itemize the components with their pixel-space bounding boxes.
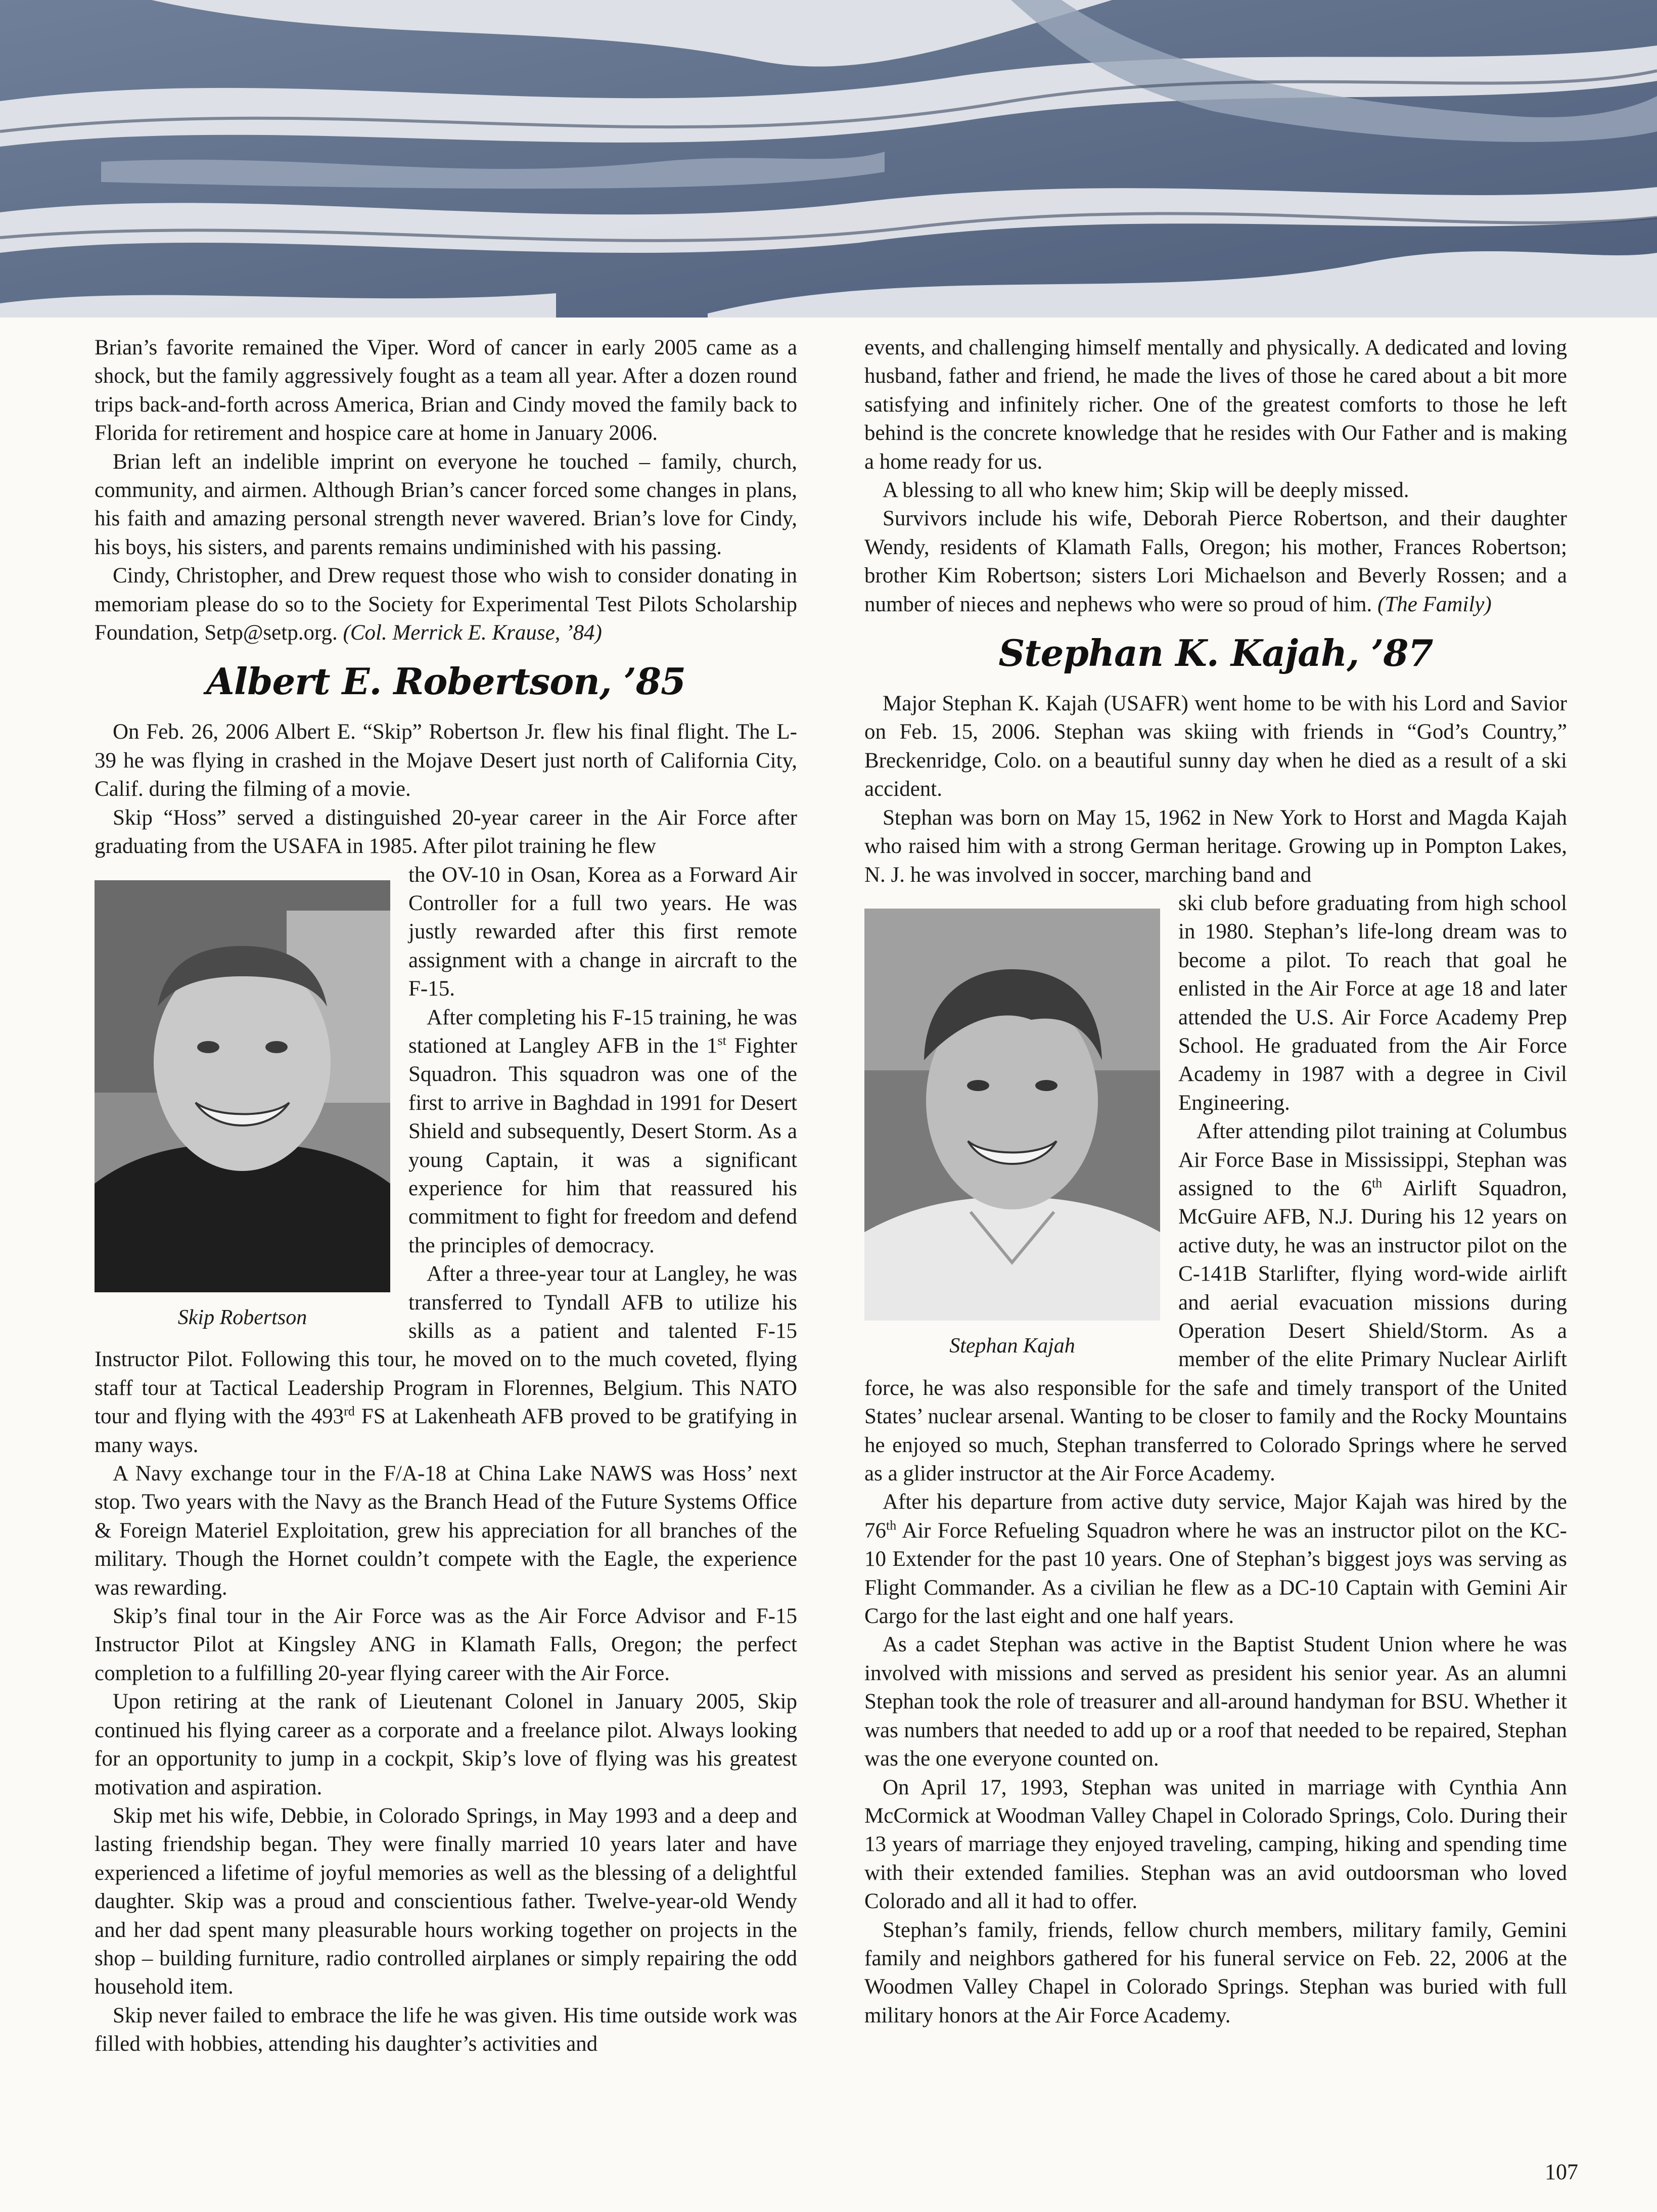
- robertson-paragraph: Skip met his wife, Debbie, in Colorado Springs, in May 1993 and a deep and lasting friendship began. They were finally married 10 years later and have experienced a lifetime of joyful memories as well as the blessing of a delightful daughter. Skip was a proud and conscientious father. Twelve-year-old Wendy and her dad spent many pleasurable hours working together on projects in the shop – building furniture, radio controlled airplanes or simply repairing the odd household item.: [95, 1803, 797, 1999]
- robertson-paragraph: After a three-year tour at Langley, he was transferred to Tyndall AFB to utilize his skills as a patient and talented F-15 Instructor Pilot. Following this tour, he moved on to the much coveted, flying staff tour at Tactical Leadership Program in Florennes, Belgium. This NATO tour and flying with the 493rd FS at Lakenheath AFB proved to be gratifying in many ways.: [95, 1262, 798, 1457]
- robertson-paragraph: On Feb. 26, 2006 Albert E. “Skip” Robertson Jr. flew his final flight. The L-39 he was flying in crashed in the Mojave Desert just north of California City, Calif. during the filming of a movie.: [95, 720, 797, 801]
- krause-paragraph: Brian left an indelible imprint on everyone he touched – family, church, community, and airmen. Although Brian’s cancer forced some changes in plans, his faith and amazing personal strength never wavered. Brian’s love for Cindy, his boys, his sisters, and parents remains undiminished with his passing.: [95, 449, 797, 559]
- kajah-photo-figure: [864, 909, 1160, 1360]
- kajah-paragraph: On April 17, 1993, Stephan was united in marriage with Cynthia Ann McCormick at Woodman Valley Chapel in Colorado Springs, Colo. During their 13 years of marriage they enjoyed traveling, camping, hiking and spending time with their extended families. Stephan was an avid outdoorsman who loved Colorado and all it had to offer.: [864, 1775, 1567, 1914]
- right-column: [864, 334, 1567, 2030]
- kajah-portrait-photo: [864, 909, 1160, 1321]
- left-column: [95, 334, 797, 2059]
- krause-paragraph: Brian’s favorite remained the Viper. Word of cancer in early 2005 came as a shock, but the family aggressively fought as a team all year. After a dozen round trips back-and-forth across America, Brian and Cindy moved the family back to Florida for retirement and hospice care at home in January 2006.: [95, 336, 797, 445]
- robertson-paragraph: A blessing to all who knew him; Skip will be deeply missed.: [883, 478, 1409, 503]
- kajah-paragraph: Stephan was born on May 15, 1962 in New York to Horst and Magda Kajah who raised him with a strong German heritage. Growing up in Pompton Lakes, N. J. he was involved in soccer, marching band and: [864, 805, 1567, 887]
- robertson-paragraph: A Navy exchange tour in the F/A-18 at China Lake NAWS was Hoss’ next stop. Two years with the Navy as the Branch Head of the Future Systems Office & Foreign Materiel Exploitation, grew his appreciation for all branches of the military. Though the Hornet couldn’t compete with the Eagle, the experience was rewarding.: [95, 1462, 797, 1600]
- robertson-paragraph: the OV-10 in Osan, Korea as a Forward Air Controller for a full two years. He was justly rewarded after this first remote assignment with a change in aircraft to the F-15.: [408, 863, 797, 1001]
- robertson-paragraph: Survivors include his wife, Deborah Pierce Robertson, and their daughter Wendy, residents of Klamath Falls, Oregon; his mother, Frances Robertson; brother Kim Robertson; sisters Lori Michaelson and Beverly Rossen; and a number of nieces and nephews who were so proud of him. (The Family): [864, 507, 1567, 616]
- krause-paragraph: Cindy, Christopher, and Drew request those who wish to consider donating in memoriam please do so to the Society for Experimental Test Pilots Scholarship Foundation, Setp@setp.org. (Col. Merrick E. Krause, ’84): [95, 564, 797, 645]
- kajah-paragraph: After his departure from active duty service, Major Kajah was hired by the 76th Air Force Refueling Squadron where he was an instructor pilot on the KC-10 Extender for the past 10 years. One of Stephan’s biggest joys was serving as Flight Commander. As a civilian he flew as a DC-10 Captain with Gemini Air Cargo for the last eight and one half years.: [864, 1490, 1567, 1629]
- kajah-heading: Stephan K. Kajah, ’87: [998, 631, 1433, 675]
- robertson-paragraph: Skip “Hoss” served a distinguished 20-year career in the Air Force after graduating from the USAFA in 1985. After pilot training he flew: [95, 805, 797, 859]
- page-number: 107: [1545, 2159, 1578, 2184]
- robertson-signature: (The Family): [1377, 592, 1492, 616]
- robertson-paragraph: Upon retiring at the rank of Lieutenant Colonel in January 2005, Skip continued his flying career as a corporate and a freelance pilot. Always looking for an opportunity to jump in a cockpit, Skip’s love of flying was his greatest motivation and aspiration.: [95, 1690, 797, 1799]
- kajah-paragraph: Stephan’s family, friends, fellow church members, military family, Gemini family and neighbors gathered for his funeral service on Feb. 22, 2006 at the Woodmen Valley Chapel in Colorado Springs. Stephan was buried with full military honors at the Air Force Academy.: [864, 1918, 1567, 2027]
- robertson-photo-caption: Skip Robertson: [177, 1305, 307, 1329]
- kajah-paragraph: ski club before graduating from high school in 1980. Stephan’s life-long dream was to become a pilot. To reach that goal he enlisted in the Air Force at age 18 and later attended the U.S. Air Force Academy Prep School. He graduated from the Air Force Academy in 1987 with a degree in Civil Engineering.: [1178, 891, 1567, 1115]
- robertson-heading: Albert E. Robertson, ’85: [206, 660, 686, 703]
- banner-leaf-pattern: [0, 0, 1657, 318]
- kajah-paragraph: Major Stephan K. Kajah (USAFR) went home to be with his Lord and Savior on Feb. 15, 2006. Stephan was skiing with friends in “God’s Country,” Breckenridge, Colo. on a beautiful sunny day when he died as a result of a ski accident.: [864, 692, 1567, 801]
- kajah-paragraph: After attending pilot training at Columbus Air Force Base in Mississippi, Stephan was assigned to the 6th Airlift Squadron, McGuire AFB, N.J. During his 12 years on active duty, he was an instructor pilot on the C-141B Starlifter, flying word-wide airlift and aerial evacuation missions during Operation Desert Shield/Storm. As a member of the elite Primary Nuclear Airlift force, he was also responsible for the safe and timely transport of the United States’ nuclear arsenal. Wanting to be closer to family and the Rocky Mountains he enjoyed so much, Stephan transferred to Colorado Springs where he served as a glider instructor at the Air Force Academy.: [864, 1119, 1567, 1486]
- robertson-paragraph: Skip’s final tour in the Air Force was as the Air Force Advisor and F-15 Instructor Pilot at Kingsley ANG in Klamath Falls, Oregon; the perfect completion to a fulfilling 20-year flying career with the Air Force.: [95, 1604, 797, 1685]
- krause-signature: (Col. Merrick E. Krause, ’84): [343, 621, 602, 645]
- robertson-paragraph: Skip never failed to embrace the life he was given. His time outside work was filled with hobbies, attending his daughter’s activities and: [95, 2003, 797, 2056]
- kajah-photo-caption: Stephan Kajah: [949, 1334, 1075, 1358]
- robertson-paragraph: events, and challenging himself mentally and physically. A dedicated and loving husband, father and friend, he made the lives of those he cared about a bit more satisfying and infinitely richer. One of the greatest comforts to those he left behind is the concrete knowledge that he resides with Our Father and is making a home ready for us.: [864, 336, 1567, 474]
- kajah-paragraph: As a cadet Stephan was active in the Baptist Student Union where he was involved with missions and served as president his senior year. As an alumni Stephan took the role of treasurer and all-around handyman for BSU. Whether it was numbers that needed to add up or a roof that needed to be repaired, Stephan was the one everyone counted on.: [864, 1633, 1567, 1771]
- robertson-paragraph: After completing his F-15 training, he was stationed at Langley AFB in the 1st Fighter Squadron. This squadron was one of the first to arrive in Baghdad in 1991 for Desert Shield and subsequently, Desert Storm. As a young Captain, it was a significant experience for him that reassured his commitment to fight for freedom and defend the principles of democracy.: [408, 1005, 798, 1257]
- robertson-photo-figure: [95, 880, 390, 1332]
- robertson-portrait-photo: [95, 880, 390, 1292]
